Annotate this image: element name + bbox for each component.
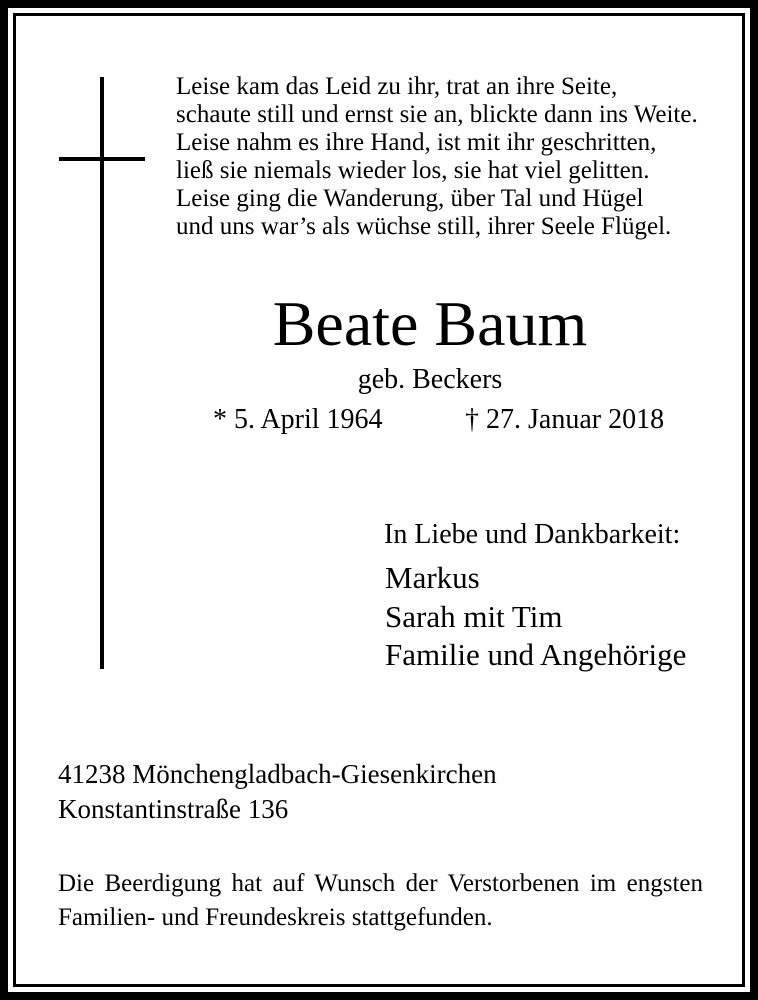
poem-line: Leise kam das Leid zu ihr, trat an ihre Seite, [176,73,618,100]
mourners-list [385,559,686,675]
mourner-name: Familie und Angehörige [385,637,687,672]
poem-line: Leise nahm es ihre Hand, ist mit ihr geschritten, [176,129,657,156]
deceased-name: Beate Baum [272,288,588,359]
tribute-heading: In Liebe und Dankbarkeit: [384,519,681,550]
poem-line: schaute still und ernst sie an, blickte dann ins Weite. [176,101,698,128]
mourner-name: Markus [385,560,480,595]
address-block [58,757,497,827]
poem-line: und uns war’s als wüchse still, ihrer Seele Flügel. [176,213,672,240]
mourner-name: Sarah mit Tim [385,598,563,634]
maiden-name: geb. Beckers [357,364,503,395]
address-line: 41238 Mönchengladbach-Giesenkirchen [58,759,497,789]
funeral-notice: Die Beerdigung hat auf Wunsch der Verstorbenen im engsten Familien- und Freundeskreis stattgefunden. [58,870,703,931]
death-date: † 27. Januar 2018 [465,404,665,435]
cross-vertical-bar [100,77,104,669]
poem-line: ließ sie niemals wieder los, sie hat viel gelitten. [176,157,650,184]
memorial-poem [176,73,721,241]
poem-line: Leise ging die Wanderung, über Tal und Hügel [176,185,644,212]
address-line: Konstantinstraße 136 [58,794,289,824]
cross-horizontal-bar [59,157,145,161]
birth-date: * 5. April 1964 [213,404,383,435]
